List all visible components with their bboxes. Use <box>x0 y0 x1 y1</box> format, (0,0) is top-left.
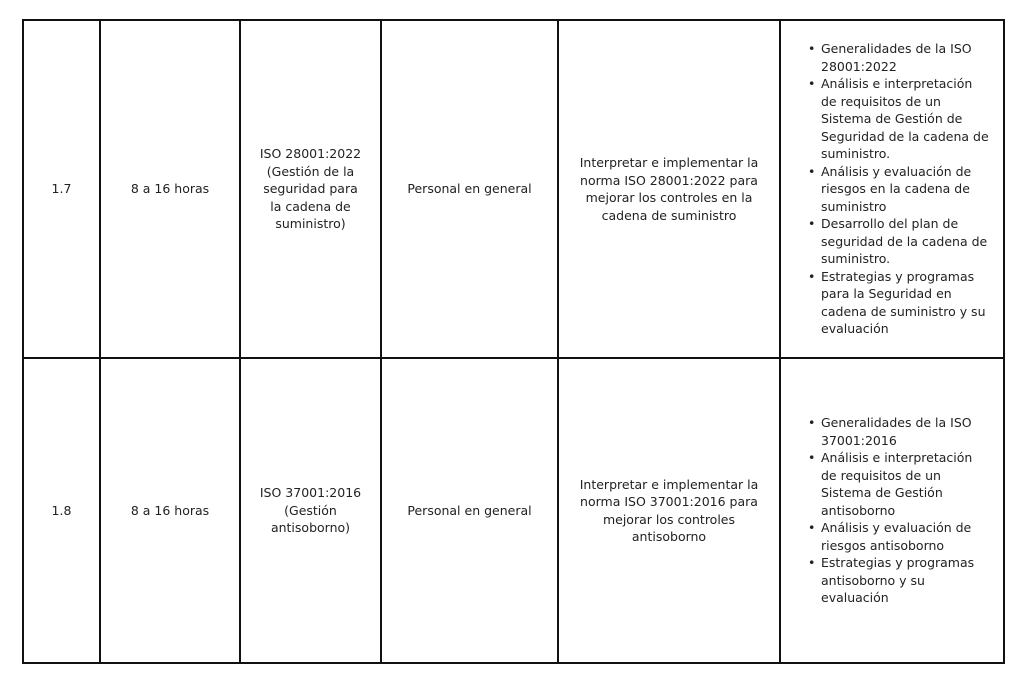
topics-cell <box>780 358 1004 663</box>
audience-cell <box>381 358 558 663</box>
topic-text: Análisis y evaluación de riesgos en la cadena de suministro <box>821 163 972 214</box>
duration-cell <box>100 358 240 663</box>
course-number-cell <box>23 20 100 358</box>
course-number: 1.8 <box>51 502 72 518</box>
topic-item <box>808 215 989 268</box>
bullet-icon: • <box>808 41 816 57</box>
topic-item <box>808 268 989 338</box>
standard-cell <box>240 358 381 663</box>
audience: Personal en general <box>407 181 532 197</box>
bullet-icon: • <box>808 216 816 232</box>
objective: Interpretar e implementar la norma ISO 28001:2022 para mejorar los controles en la cadena de suministro <box>579 155 759 223</box>
topics-list <box>781 40 1003 338</box>
duration: 8 a 16 horas <box>130 502 210 518</box>
topic-text: Estrategias y programas para la Seguridad en cadena de suministro y su evaluación <box>821 268 986 337</box>
standard-name: ISO 28001:2022 (Gestión de la seguridad para la cadena de suministro) <box>259 146 362 232</box>
table-row <box>23 358 1004 663</box>
duration: 8 a 16 horas <box>130 181 210 197</box>
course-number-cell <box>23 358 100 663</box>
standard-name: ISO 37001:2016 (Gestión antisoborno) <box>259 485 362 536</box>
topic-text: Generalidades de la ISO 28001:2022 <box>821 41 972 74</box>
topics-cell <box>780 20 1004 358</box>
topic-text: Estrategias y programas antisoborno y su evaluación <box>821 555 975 606</box>
duration-cell <box>100 20 240 358</box>
topic-item <box>808 519 989 554</box>
bullet-icon: • <box>808 555 816 571</box>
audience-cell <box>381 20 558 358</box>
course-number: 1.7 <box>51 181 72 197</box>
topic-text: Análisis e interpretación de requisitos de un Sistema de Gestión de Seguridad de la cadena de suministro. <box>821 76 989 162</box>
bullet-icon: • <box>808 76 816 92</box>
objective: Interpretar e implementar la norma ISO 37001:2016 para mejorar los controles antisoborno <box>579 476 759 544</box>
objective-cell <box>558 20 780 358</box>
bullet-icon: • <box>808 268 816 284</box>
topic-text: Generalidades de la ISO 37001:2016 <box>821 415 972 448</box>
topic-text: Desarrollo del plan de seguridad de la cadena de suministro. <box>821 216 988 267</box>
topic-item <box>808 449 989 519</box>
course-table <box>22 19 1005 664</box>
bullet-icon: • <box>808 163 816 179</box>
bullet-icon: • <box>808 450 816 466</box>
topic-item <box>808 40 989 75</box>
bullet-icon: • <box>808 520 816 536</box>
topics-list <box>781 414 1003 607</box>
topic-item <box>808 163 989 216</box>
standard-cell <box>240 20 381 358</box>
objective-cell <box>558 358 780 663</box>
topic-text: Análisis y evaluación de riesgos antisoborno <box>821 520 972 553</box>
table-row <box>23 20 1004 358</box>
topic-text: Análisis e interpretación de requisitos de un Sistema de Gestión antisoborno <box>821 450 973 518</box>
bullet-icon: • <box>808 415 816 431</box>
audience: Personal en general <box>407 502 532 518</box>
topic-item <box>808 414 989 449</box>
topic-item <box>808 75 989 163</box>
topic-item <box>808 554 989 607</box>
